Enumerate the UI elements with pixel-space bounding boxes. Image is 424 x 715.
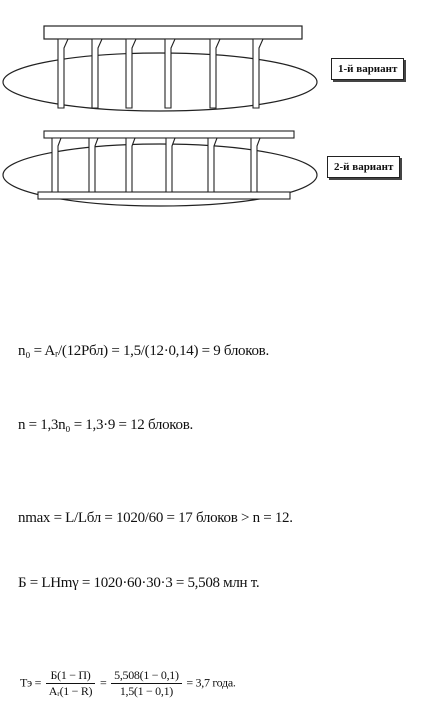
- workings-2: [52, 138, 260, 192]
- working: [58, 39, 68, 108]
- working: [92, 39, 102, 108]
- formula-block-count: n₀ = Aᵣ/(12Pбл) = 1,5/(12·0,14) = 9 блоков.: [18, 343, 269, 359]
- variant-2-scheme: [3, 131, 317, 206]
- deposit-development-scheme: [0, 0, 424, 215]
- haulage-beam-1: [44, 26, 302, 39]
- bottom-beam-2: [38, 192, 290, 199]
- variant-1-label: 1-й вариант: [331, 58, 404, 80]
- working: [251, 138, 260, 192]
- working: [210, 39, 220, 108]
- working: [52, 138, 61, 192]
- fraction-numeric: [111, 668, 182, 699]
- equals-sign: =: [99, 675, 107, 690]
- formula-exploitation-time: [20, 668, 236, 699]
- working: [165, 39, 175, 108]
- working: [253, 39, 263, 108]
- ore-body-ellipse-1: [3, 53, 317, 111]
- working: [126, 138, 135, 192]
- fraction-numeric-numerator: 5,508(1 − 0,1): [111, 668, 182, 684]
- variant-2-label: 2-й вариант: [327, 156, 400, 178]
- time-lhs: Tэ =: [20, 675, 42, 690]
- fraction-numeric-denominator: 1,5(1 − 0,1): [119, 684, 173, 698]
- formula-max-blocks: nmax = L/Lбл = 1020/60 = 17 блоков > n = 12.: [18, 510, 293, 526]
- fraction-symbolic-denominator: Aᵣ(1 − R): [48, 684, 93, 698]
- workings-1: [58, 39, 263, 108]
- haulage-beam-2: [44, 131, 294, 138]
- time-result: = 3,7 года.: [186, 675, 236, 690]
- variant-1-scheme: [3, 26, 317, 111]
- fraction-symbolic: [46, 668, 95, 699]
- working: [166, 138, 175, 192]
- formula-block-count-adjusted: n = 1,3n₀ = 1,3·9 = 12 блоков.: [18, 417, 193, 433]
- fraction-symbolic-numerator: Б(1 − П): [46, 668, 95, 684]
- formula-reserves: Б = LHmγ = 1020·60·30·3 = 5,508 млн т.: [18, 575, 260, 591]
- working: [126, 39, 136, 108]
